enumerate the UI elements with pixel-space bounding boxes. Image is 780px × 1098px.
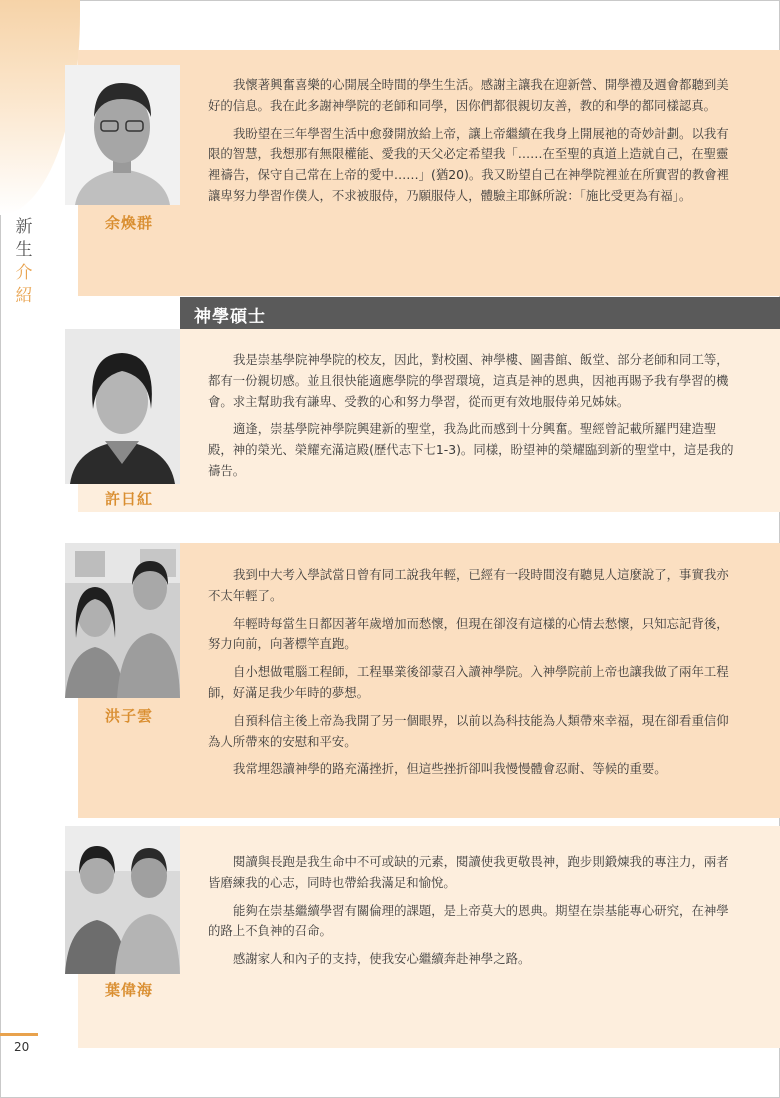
paragraph: 我是崇基學院神學院的校友，因此，對校園、神學樓、圖書館、飯堂、部分老師和同工等，都有一份親切感。並且很快能適應學院的學習環境，這真是神的恩典，因祂再賜予我有學習的機會。求主幫助我有謙卑、受教的心和努力學習，從而更有效地服侍弟兄姊妹。: [208, 352, 729, 409]
page-number: 20: [14, 1040, 30, 1054]
paragraph: 我常埋怨讀神學的路充滿挫折，但這些挫折卻叫我慢慢體會忍耐、等候的重要。: [233, 761, 667, 777]
profile-name: 余煥群: [105, 214, 154, 232]
paragraph: 自預科信主後上帝為我開了另一個眼界，以前以為科技能為人類帶來幸福，現在卻看重信仰為人所帶來的安慰和平安。: [208, 712, 729, 749]
profile-photo: [65, 543, 180, 698]
paragraph: 自小想做電腦工程師，工程畢業後卻蒙召入讀神學院。入神學院前上帝也讓我做了兩年工程師，好滿足我少年時的夢想。: [208, 664, 729, 700]
paragraph: 我懷著興奮喜樂的心開展全時間的學生生活。感謝主讓我在迎新營、開學禮及週會都聽到美好的信息。我在此多謝神學院的老師和同學，因你們都很親切友善，教的和學的都同樣認真。: [208, 77, 729, 113]
section-title: 神學碩士: [194, 307, 266, 327]
side-label-char: 生: [15, 240, 33, 260]
paragraph: 適逢，崇基學院神學院興建新的聖堂，我為此而感到十分興奮。聖經曾記載所羅門建造聖殿，神的榮光、榮耀充滿這殿(歷代志下七1-3)。同樣，盼望神的榮耀臨到新的聖堂中，這是我的禱告。: [208, 421, 734, 478]
profile-name: 洪子雲: [105, 707, 154, 725]
profile-photo: [65, 826, 180, 974]
profile-text: [208, 350, 738, 489]
side-label-char: 介: [15, 263, 33, 283]
paragraph: 我盼望在三年學習生活中愈發開放給上帝，讓上帝繼續在我身上開展祂的奇妙計劃。以我有限的智慧，我想那有無限權能、愛我的天父必定希望我「……在至聖的真道上造就自己，在聖靈裡禱告，保守自己常在上帝的愛中……」(猶20)。我又盼望自己在神學院裡並在所實習的教會裡讓卑努力學習作僕人，不求被服侍，乃願服侍人，體驗主耶穌所說：「施比受更為有福」。: [208, 125, 730, 203]
profile-photo: [65, 65, 180, 205]
paragraph: 我到中大考入學試當日曾有同工說我年輕，已經有一段時間沒有聽見人這麼說了，事實我亦不太年輕了。: [208, 567, 729, 603]
side-label-char: 紹: [15, 286, 33, 306]
profile-name: 葉偉海: [105, 981, 154, 999]
profile-text: [208, 75, 738, 214]
paragraph: 閱讀與長跑是我生命中不可或缺的元素，閱讀使我更敬畏神，跑步則鍛煉我的專注力，兩者皆磨練我的心志，同時也帶給我滿足和愉悅。: [208, 854, 729, 890]
profile-name: 許日紅: [105, 490, 154, 508]
section-header: [180, 297, 780, 329]
side-section-label: [12, 216, 36, 308]
profile-text: [208, 565, 738, 787]
page-number-rule: [0, 1033, 38, 1036]
profile-photo: [65, 329, 180, 484]
paragraph: 感謝家人和內子的支持，使我安心繼續奔赴神學之路。: [233, 951, 531, 967]
paragraph: 年輕時每當生日都因著年歲增加而愁懷，但現在卻沒有這樣的心情去愁懷，只知忘記背後，努力向前，向著標竿直跑。: [208, 615, 729, 652]
profile-text: [208, 852, 738, 977]
side-label-char: 新: [15, 217, 33, 237]
paragraph: 能夠在崇基繼續學習有關倫理的課題，是上帝莫大的恩典。期望在崇基能專心研究，在神學的路上不負神的召命。: [208, 902, 729, 939]
